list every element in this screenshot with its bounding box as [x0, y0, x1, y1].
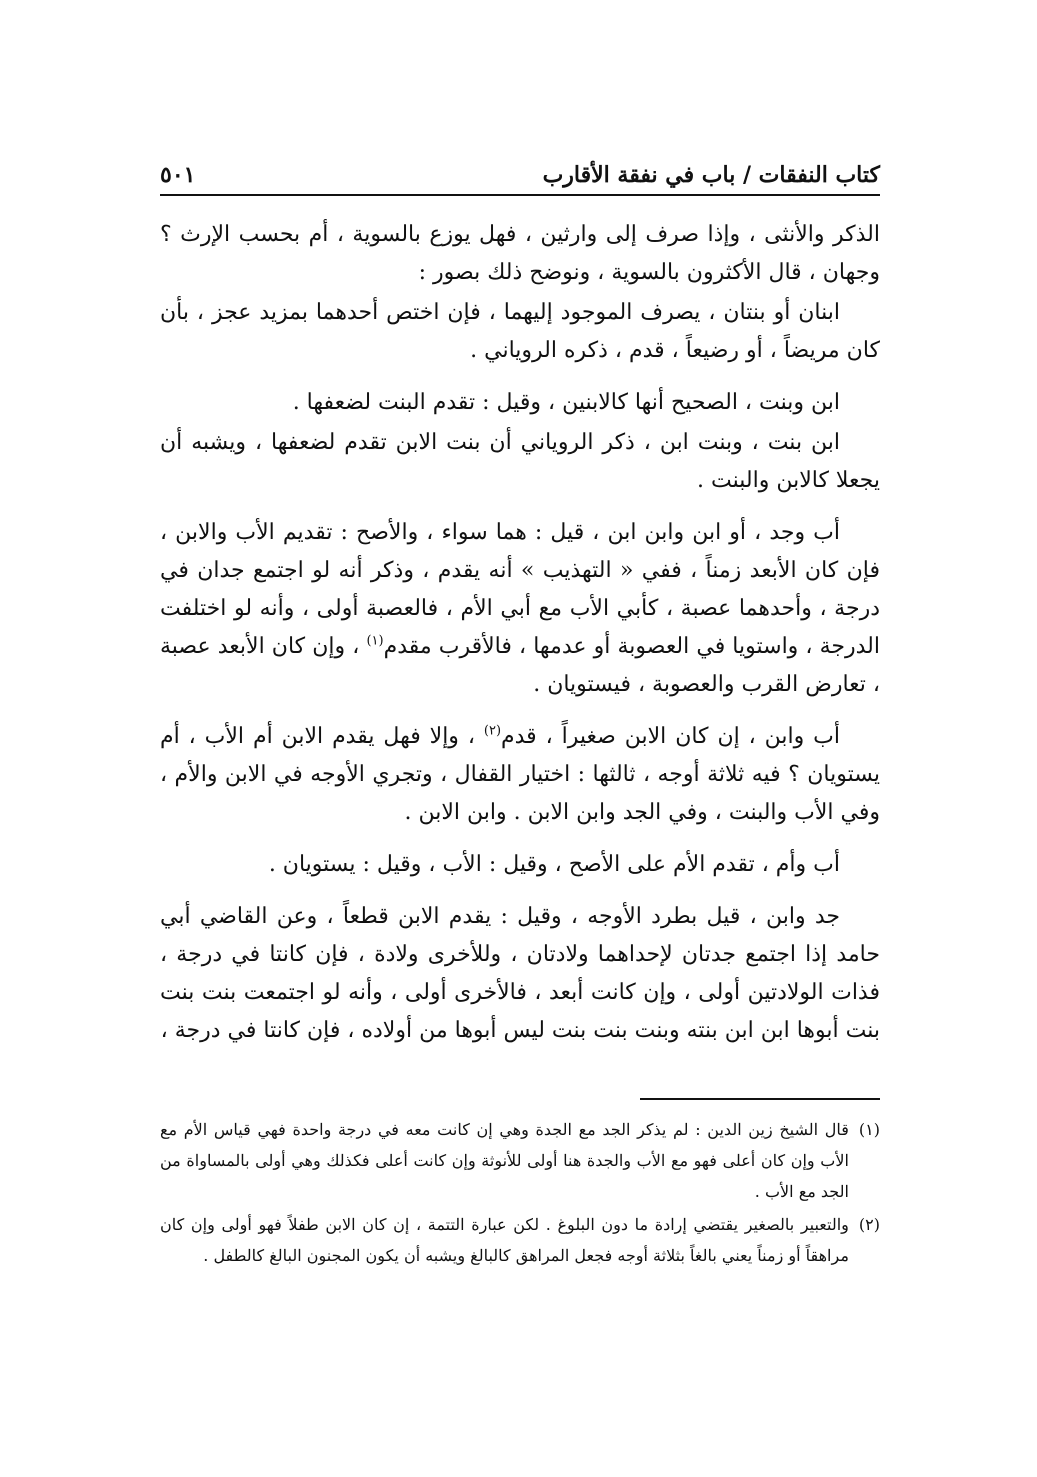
book-page [160, 140, 880, 1273]
footnote-ref: (١) [366, 633, 384, 649]
paragraph-text: ، وإلا فهل يقدم الابن أم الأب ، أم يستويان ؟ فيه ثلاثة أوجه ، ثالثها : اختيار القفال ، وتجري الأوجه في الابن والأم ، وفي الأب والبنت ، وفي الجد وابن الابن . وابن الابن . [160, 724, 880, 825]
footnote [160, 1114, 880, 1207]
paragraph [160, 718, 880, 832]
paragraph: ابنان أو بنتان ، يصرف الموجود إليهما ، فإن اختص أحدهما بمزيد عجز ، بأن كان مريضاً ، أو رضيعاً ، قدم ، ذكره الروياني . [160, 300, 880, 363]
running-title: كتاب النفقات / باب في نفقة الأقارب [542, 162, 880, 188]
paragraph-text: أب وجد ، أو ابن وابن ابن ، قيل : هما سواء ، والأصح : تقديم الأب والابن ، فإن كان الأبعد زمناً ، ففي « التهذيب » أنه يقدم ، وذكر أنه لو اجتمع جدان في درجة ، وأحدهما عصبة ، كأبي الأب مع أبي الأم ، فالعصبة أولى ، وأنه لو اختلفت الدرجة ، واستويا في العصوبة أو عدمها ، فالأقرب مقدم [160, 520, 881, 659]
paragraph: ابن بنت ، وبنت ابن ، ذكر الروياني أن بنت الابن تقدم لضعفها ، ويشبه أن يجعلا كالابن والبنت . [160, 430, 880, 493]
footnote [160, 1209, 880, 1271]
paragraph-text: ، وإن كان الأبعد عصبة ، تعارض القرب والعصوبة ، فيستويان . [160, 634, 880, 697]
footnotes [160, 1114, 880, 1271]
paragraph: أب وأم ، تقدم الأم على الأصح ، وقيل : الأب ، وقيل : يستويان . [268, 852, 840, 877]
paragraph-text: أب وابن ، إن كان الابن صغيراً ، قدم [501, 724, 841, 749]
paragraph: ابن وبنت ، الصحيح أنها كالابنين ، وقيل : تقدم البنت لضعفها . [292, 390, 840, 415]
footnote-number: (١) [858, 1120, 880, 1139]
paragraph: جد وابن ، قيل بطرد الأوجه ، وقيل : يقدم الابن قطعاً ، وعن القاضي أبي حامد إذا اجتمع جدتان لإحداهما ولادتان ، وللأخرى ولادة ، فإن كانتا في درجة ، فذات الولادتين أولى ، وإن كانت أبعد ، فالأخرى أولى ، وأنه لو اجتمعت بنت بنت بنت أبوها ابن ابن بنته وبنت بنت بنت ليس أبوها من أولاده ، فإن كانتا في درجة ، [160, 904, 880, 1043]
footnote-ref: (٢) [483, 723, 502, 739]
page-number: ٥٠١ [160, 162, 196, 188]
footnote-separator [640, 1098, 880, 1100]
main-text [160, 216, 880, 1050]
footnote-text: والتعبير بالصغير يقتضي إرادة ما دون البلوغ . لكن عبارة التتمة ، إن كان الابن طفلاً فهو أولى وإن كان مراهقاً أو زمناً يعني بالغاً بثلاثة أوجه فجعل المراهق كالبالغ ويشبه أن يكون المجنون البالغ كالطفل . [160, 1215, 849, 1265]
footnote-text: قال الشيخ زين الدين : لم يذكر الجد مع الجدة وهي إن كانت معه في درجة واحدة فهي قياس الأم مع الأب وإن كان أعلى فهو مع الأب والجدة هنا أولى للأنوثة وإن كانت أعلى فكذلك وهي أولى بالمساواة من الجد مع الأب . [160, 1120, 849, 1201]
paragraph [160, 514, 880, 704]
paragraph: الذكر والأنثى ، وإذا صرف إلى وارثين ، فهل يوزع بالسوية ، أم بحسب الإرث ؟ وجهان ، قال الأكثرون بالسوية ، ونوضح ذلك بصور : [160, 222, 880, 285]
footnote-number: (٢) [858, 1215, 880, 1234]
running-header [160, 140, 880, 196]
